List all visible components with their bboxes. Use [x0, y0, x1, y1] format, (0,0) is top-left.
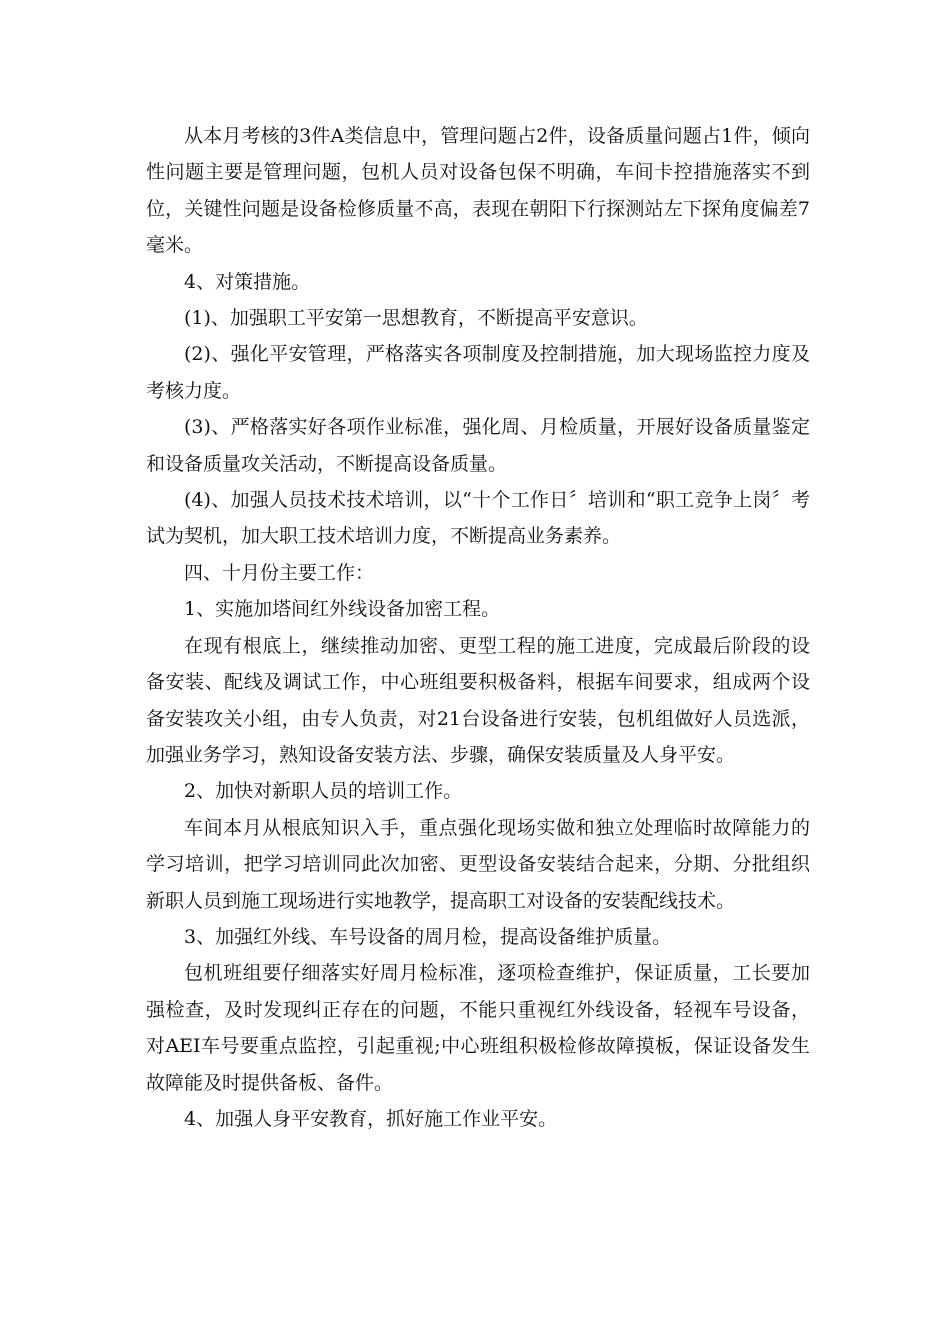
paragraph-analysis: 从本月考核的3件A类信息中，管理问题占2件，设备质量问题占1件，倾向性问题主要是管理问题，包机人员对设备包保不明确，车间卡控措施落实不到位，关键性问题是设备检修质量不高，表现在朝阳下行探测站左下探角度偏差7毫米。	[146, 125, 810, 257]
subheading-work-1: 1、实施加塔间红外线设备加密工程。	[184, 598, 501, 621]
list-item-measure-3: (3)、严格落实好各项作业标准，强化周、月检质量，开展好设备质量鉴定和设备质量攻关活动，不断提高设备质量。	[146, 416, 810, 475]
list-item-measure-2: (2)、强化平安管理，严格落实各项制度及控制措施，加大现场监控力度及考核力度。	[146, 343, 810, 402]
list-item-measure-1: (1)、加强职工平安第一思想教育，不断提高平安意识。	[184, 307, 648, 330]
heading-october-work: 四、十月份主要工作：	[184, 561, 375, 584]
paragraph-work-1: 在现有根底上，继续推动加密、更型工程的施工进度，完成最后阶段的设备安装、配线及调试工作，中心班组要积极备料，根据车间要求，组成两个设备安装攻关小组，由专人负责，对21台设备进行安装，包机组做好人员选派，加强业务学习，熟知设备安装方法、步骤，确保安装质量及人身平安。	[146, 634, 810, 766]
subheading-work-2: 2、加快对新职人员的培训工作。	[184, 780, 463, 803]
paragraph-work-3: 包机班组要仔细落实好周月检标准，逐项检查维护，保证质量，工长要加强检查，及时发现纠正存在的问题，不能只重视红外线设备，轻视车号设备，对AEI车号要重点监控，引起重视;中心班组积极检修故障摸板，保证设备发生故障能及时提供备板、备件。	[146, 962, 810, 1094]
subheading-work-4: 4、加强人身平安教育，抓好施工作业平安。	[184, 1107, 558, 1130]
list-item-measure-4: (4)、加强人员技术技术培训，以“十个工作日〞培训和“职工竞争上岗〞考试为契机，加大职工技术培训力度，不断提高业务素养。	[146, 489, 810, 548]
heading-countermeasures: 4、对策措施。	[184, 270, 311, 293]
document-body	[146, 118, 810, 1137]
subheading-work-3: 3、加强红外线、车号设备的周月检，提高设备维护质量。	[184, 925, 672, 948]
paragraph-work-2: 车间本月从根底知识入手，重点强化现场实做和独立处理临时故障能力的学习培训，把学习培训同此次加密、更型设备安装结合起来，分期、分批组织新职人员到施工现场进行实地教学，提高职工对设备的安装配线技术。	[146, 816, 810, 912]
